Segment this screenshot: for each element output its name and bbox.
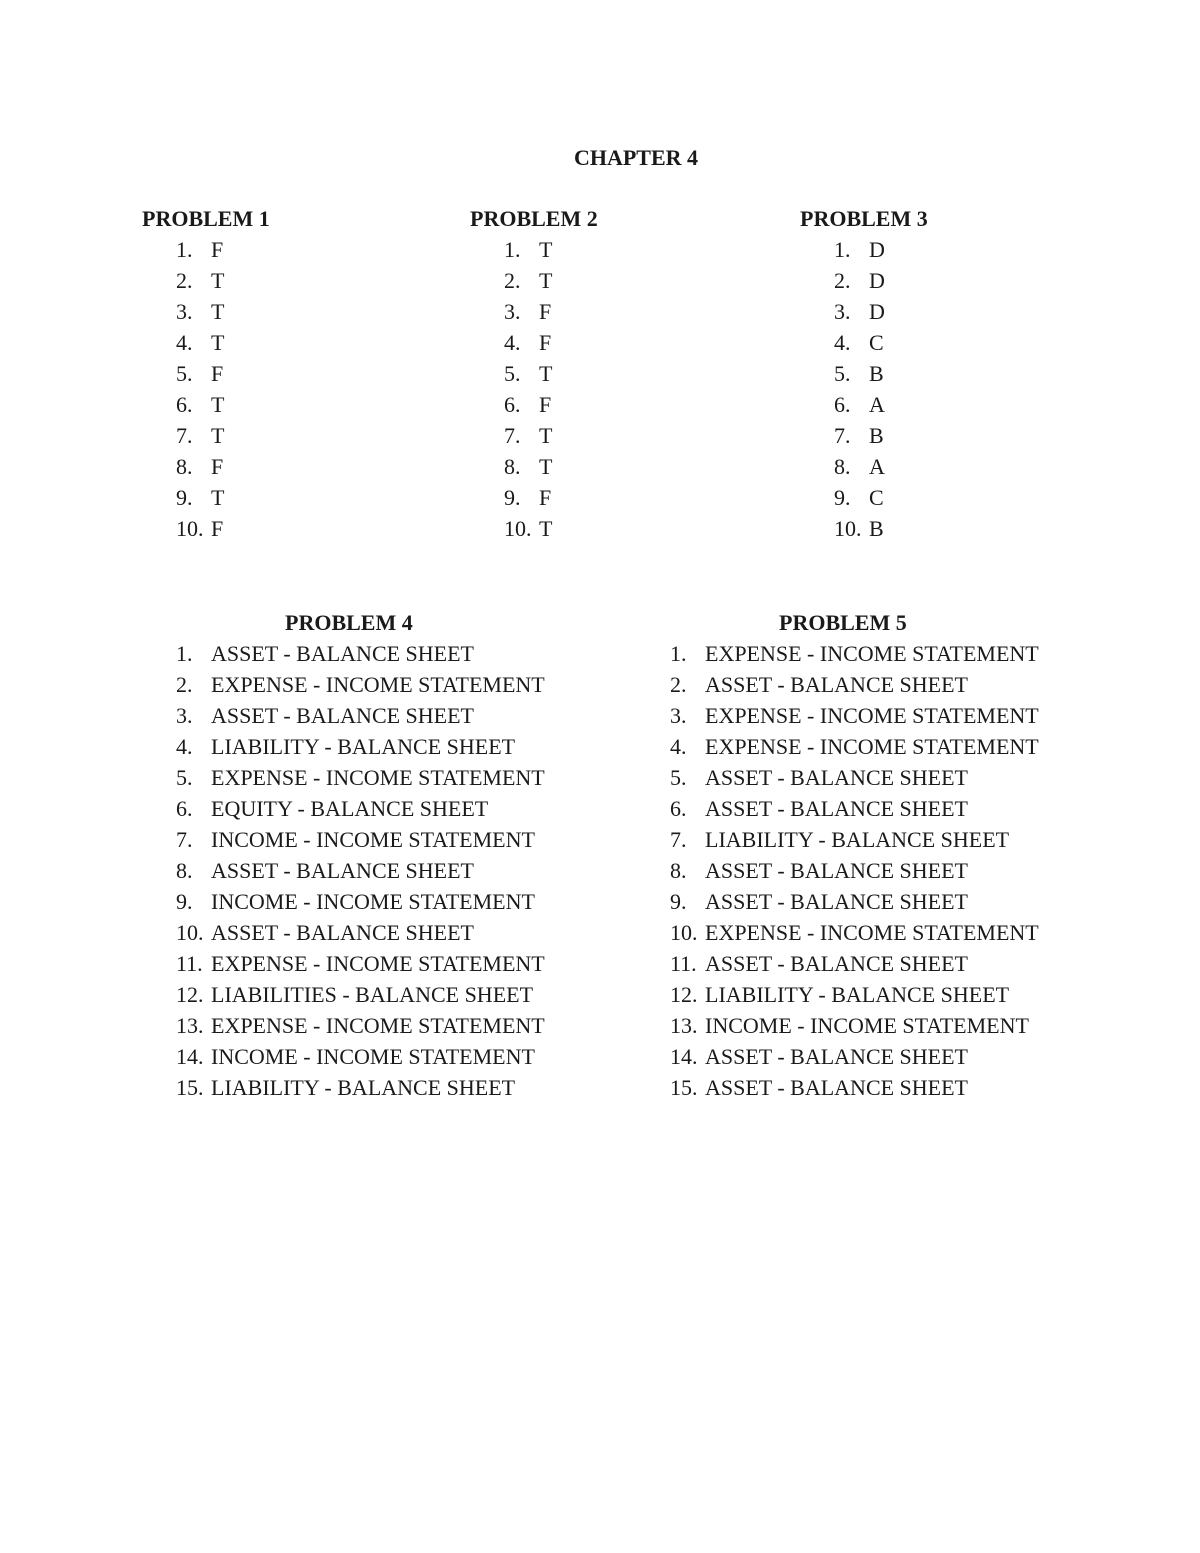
answer-item bbox=[176, 917, 576, 948]
item-answer: ASSET - BALANCE SHEET bbox=[211, 703, 474, 728]
item-number: 8. bbox=[176, 858, 193, 883]
answer-list bbox=[176, 638, 576, 1103]
item-number: 1. bbox=[176, 641, 193, 666]
item-answer: T bbox=[211, 423, 225, 448]
item-answer: F bbox=[539, 485, 552, 510]
item-answer: EXPENSE - INCOME STATEMENT bbox=[705, 734, 1039, 759]
item-answer: ASSET - BALANCE SHEET bbox=[705, 765, 968, 790]
item-number: 8. bbox=[834, 454, 851, 479]
answer-item bbox=[504, 296, 598, 327]
item-number: 1. bbox=[504, 237, 521, 262]
answer-item bbox=[670, 917, 1090, 948]
item-answer: D bbox=[869, 268, 885, 293]
item-answer: T bbox=[539, 516, 553, 541]
answer-item bbox=[504, 420, 598, 451]
problem-title: PROBLEM 2 bbox=[470, 206, 598, 231]
answer-item bbox=[670, 762, 1090, 793]
answer-item bbox=[504, 358, 598, 389]
problem-3 bbox=[800, 203, 928, 544]
item-answer: A bbox=[869, 392, 885, 417]
answer-item bbox=[834, 389, 928, 420]
item-number: 5. bbox=[670, 765, 687, 790]
item-answer: C bbox=[869, 485, 884, 510]
item-number: 9. bbox=[176, 889, 193, 914]
item-answer: ASSET - BALANCE SHEET bbox=[705, 889, 968, 914]
item-number: 10. bbox=[670, 920, 698, 945]
item-answer: F bbox=[539, 299, 552, 324]
problem-title: PROBLEM 5 bbox=[779, 610, 907, 635]
answer-item bbox=[504, 265, 598, 296]
item-number: 13. bbox=[176, 1013, 204, 1038]
item-answer: EXPENSE - INCOME STATEMENT bbox=[705, 703, 1039, 728]
answer-item bbox=[176, 389, 270, 420]
answer-item bbox=[176, 296, 270, 327]
item-answer: INCOME - INCOME STATEMENT bbox=[211, 1044, 535, 1069]
item-number: 3. bbox=[670, 703, 687, 728]
answer-item bbox=[834, 420, 928, 451]
answer-item bbox=[176, 234, 270, 265]
item-number: 13. bbox=[670, 1013, 698, 1038]
answer-item bbox=[834, 265, 928, 296]
answer-item bbox=[176, 482, 270, 513]
answer-item bbox=[504, 234, 598, 265]
answer-item bbox=[670, 700, 1090, 731]
item-number: 8. bbox=[176, 454, 193, 479]
item-number: 2. bbox=[504, 268, 521, 293]
item-number: 3. bbox=[834, 299, 851, 324]
answer-list bbox=[834, 234, 928, 544]
item-number: 4. bbox=[176, 330, 193, 355]
item-answer: EXPENSE - INCOME STATEMENT bbox=[705, 920, 1039, 945]
item-number: 15. bbox=[176, 1075, 204, 1100]
answer-item bbox=[176, 1072, 576, 1103]
item-number: 4. bbox=[176, 734, 193, 759]
item-number: 5. bbox=[176, 765, 193, 790]
item-number: 15. bbox=[670, 1075, 698, 1100]
item-answer: C bbox=[869, 330, 884, 355]
answer-item bbox=[176, 1041, 576, 1072]
item-answer: ASSET - BALANCE SHEET bbox=[705, 1044, 968, 1069]
answer-item bbox=[834, 482, 928, 513]
answer-item bbox=[834, 327, 928, 358]
answer-item bbox=[670, 1072, 1090, 1103]
item-number: 6. bbox=[834, 392, 851, 417]
chapter-title: CHAPTER 4 bbox=[573, 145, 699, 170]
item-answer: ASSET - BALANCE SHEET bbox=[705, 858, 968, 883]
item-number: 1. bbox=[176, 237, 193, 262]
item-number: 1. bbox=[834, 237, 851, 262]
item-answer: T bbox=[539, 361, 553, 386]
answer-item bbox=[176, 762, 576, 793]
item-answer: ASSET - BALANCE SHEET bbox=[705, 672, 968, 697]
answer-item bbox=[504, 327, 598, 358]
item-number: 9. bbox=[670, 889, 687, 914]
item-answer: F bbox=[211, 454, 224, 479]
item-answer: T bbox=[539, 268, 553, 293]
answer-item bbox=[176, 700, 576, 731]
answer-item bbox=[670, 669, 1090, 700]
answer-item bbox=[670, 948, 1090, 979]
item-answer: F bbox=[211, 361, 224, 386]
item-number: 14. bbox=[670, 1044, 698, 1069]
item-answer: T bbox=[539, 237, 553, 262]
item-answer: T bbox=[211, 299, 225, 324]
answer-item bbox=[176, 855, 576, 886]
item-number: 8. bbox=[504, 454, 521, 479]
answer-item bbox=[670, 1041, 1090, 1072]
item-answer: EXPENSE - INCOME STATEMENT bbox=[705, 641, 1039, 666]
item-number: 4. bbox=[504, 330, 521, 355]
answer-item bbox=[670, 855, 1090, 886]
answer-item bbox=[176, 948, 576, 979]
item-answer: T bbox=[539, 454, 553, 479]
item-number: 7. bbox=[176, 423, 193, 448]
item-number: 6. bbox=[176, 392, 193, 417]
item-number: 2. bbox=[670, 672, 687, 697]
item-number: 5. bbox=[176, 361, 193, 386]
item-answer: D bbox=[869, 299, 885, 324]
item-number: 7. bbox=[176, 827, 193, 852]
answer-item bbox=[176, 327, 270, 358]
item-number: 2. bbox=[834, 268, 851, 293]
item-number: 7. bbox=[834, 423, 851, 448]
item-number: 3. bbox=[504, 299, 521, 324]
item-number: 6. bbox=[504, 392, 521, 417]
item-number: 4. bbox=[834, 330, 851, 355]
item-answer: T bbox=[211, 485, 225, 510]
item-number: 9. bbox=[504, 485, 521, 510]
item-number: 3. bbox=[176, 299, 193, 324]
item-number: 1. bbox=[670, 641, 687, 666]
item-answer: T bbox=[539, 423, 553, 448]
item-answer: ASSET - BALANCE SHEET bbox=[705, 796, 968, 821]
item-answer: T bbox=[211, 330, 225, 355]
problem-title: PROBLEM 1 bbox=[142, 206, 270, 231]
item-answer: ASSET - BALANCE SHEET bbox=[705, 951, 968, 976]
item-number: 4. bbox=[670, 734, 687, 759]
answer-item bbox=[176, 669, 576, 700]
answer-item bbox=[176, 265, 270, 296]
item-answer: F bbox=[211, 237, 224, 262]
item-answer: ASSET - BALANCE SHEET bbox=[705, 1075, 968, 1100]
item-number: 10. bbox=[176, 920, 204, 945]
answer-item bbox=[834, 451, 928, 482]
item-number: 5. bbox=[834, 361, 851, 386]
item-number: 3. bbox=[176, 703, 193, 728]
item-number: 12. bbox=[670, 982, 698, 1007]
item-answer: D bbox=[869, 237, 885, 262]
item-answer: F bbox=[539, 392, 552, 417]
answer-item bbox=[176, 979, 576, 1010]
problem-2 bbox=[470, 203, 598, 544]
answer-item bbox=[176, 886, 576, 917]
answer-item bbox=[670, 1010, 1090, 1041]
item-number: 9. bbox=[176, 485, 193, 510]
item-number: 14. bbox=[176, 1044, 204, 1069]
answer-item bbox=[670, 793, 1090, 824]
item-answer: F bbox=[539, 330, 552, 355]
answer-item bbox=[176, 513, 270, 544]
answer-item bbox=[834, 296, 928, 327]
item-number: 10. bbox=[834, 516, 862, 541]
item-answer: F bbox=[211, 516, 224, 541]
item-number: 7. bbox=[504, 423, 521, 448]
answer-item bbox=[670, 824, 1090, 855]
answer-item bbox=[176, 793, 576, 824]
item-number: 9. bbox=[834, 485, 851, 510]
answer-item bbox=[176, 451, 270, 482]
item-answer: EQUITY - BALANCE SHEET bbox=[211, 796, 489, 821]
problem-1 bbox=[142, 203, 270, 544]
item-answer: B bbox=[869, 361, 884, 386]
answer-item bbox=[834, 234, 928, 265]
item-number: 11. bbox=[176, 951, 203, 976]
answer-item bbox=[670, 638, 1090, 669]
answer-item bbox=[176, 1010, 576, 1041]
item-number: 6. bbox=[670, 796, 687, 821]
item-answer: T bbox=[211, 268, 225, 293]
answer-item bbox=[176, 420, 270, 451]
problem-title: PROBLEM 3 bbox=[800, 206, 928, 231]
answer-item bbox=[670, 731, 1090, 762]
answer-item bbox=[176, 824, 576, 855]
answer-item bbox=[834, 358, 928, 389]
item-number: 5. bbox=[504, 361, 521, 386]
item-answer: LIABILITY - BALANCE SHEET bbox=[705, 827, 1010, 852]
item-answer: EXPENSE - INCOME STATEMENT bbox=[211, 1013, 545, 1038]
item-answer: B bbox=[869, 516, 884, 541]
item-answer: EXPENSE - INCOME STATEMENT bbox=[211, 765, 545, 790]
answer-item bbox=[504, 513, 598, 544]
item-answer: ASSET - BALANCE SHEET bbox=[211, 858, 474, 883]
item-answer: INCOME - INCOME STATEMENT bbox=[211, 889, 535, 914]
item-answer: INCOME - INCOME STATEMENT bbox=[211, 827, 535, 852]
item-answer: LIABILITY - BALANCE SHEET bbox=[705, 982, 1010, 1007]
answer-item bbox=[834, 513, 928, 544]
item-number: 11. bbox=[670, 951, 697, 976]
item-answer: LIABILITY - BALANCE SHEET bbox=[211, 1075, 516, 1100]
item-answer: A bbox=[869, 454, 885, 479]
item-number: 12. bbox=[176, 982, 204, 1007]
answer-list bbox=[176, 234, 270, 544]
item-number: 8. bbox=[670, 858, 687, 883]
answer-item bbox=[176, 358, 270, 389]
item-number: 10. bbox=[176, 516, 204, 541]
answer-list bbox=[504, 234, 598, 544]
problem-4 bbox=[176, 607, 576, 1103]
item-answer: INCOME - INCOME STATEMENT bbox=[705, 1013, 1029, 1038]
answer-list bbox=[670, 638, 1090, 1103]
item-answer: ASSET - BALANCE SHEET bbox=[211, 920, 474, 945]
answer-item bbox=[504, 482, 598, 513]
answer-item bbox=[504, 451, 598, 482]
answer-item bbox=[670, 886, 1090, 917]
item-answer: EXPENSE - INCOME STATEMENT bbox=[211, 672, 545, 697]
item-answer: T bbox=[211, 392, 225, 417]
problem-5 bbox=[670, 607, 1090, 1103]
item-answer: ASSET - BALANCE SHEET bbox=[211, 641, 474, 666]
item-answer: LIABILITIES - BALANCE SHEET bbox=[211, 982, 534, 1007]
item-number: 2. bbox=[176, 672, 193, 697]
answer-item bbox=[504, 389, 598, 420]
item-number: 2. bbox=[176, 268, 193, 293]
item-answer: LIABILITY - BALANCE SHEET bbox=[211, 734, 516, 759]
item-answer: EXPENSE - INCOME STATEMENT bbox=[211, 951, 545, 976]
answer-item bbox=[670, 979, 1090, 1010]
answer-item bbox=[176, 638, 576, 669]
item-number: 7. bbox=[670, 827, 687, 852]
item-answer: B bbox=[869, 423, 884, 448]
answer-item bbox=[176, 731, 576, 762]
problem-title: PROBLEM 4 bbox=[285, 610, 413, 635]
item-number: 6. bbox=[176, 796, 193, 821]
item-number: 10. bbox=[504, 516, 532, 541]
